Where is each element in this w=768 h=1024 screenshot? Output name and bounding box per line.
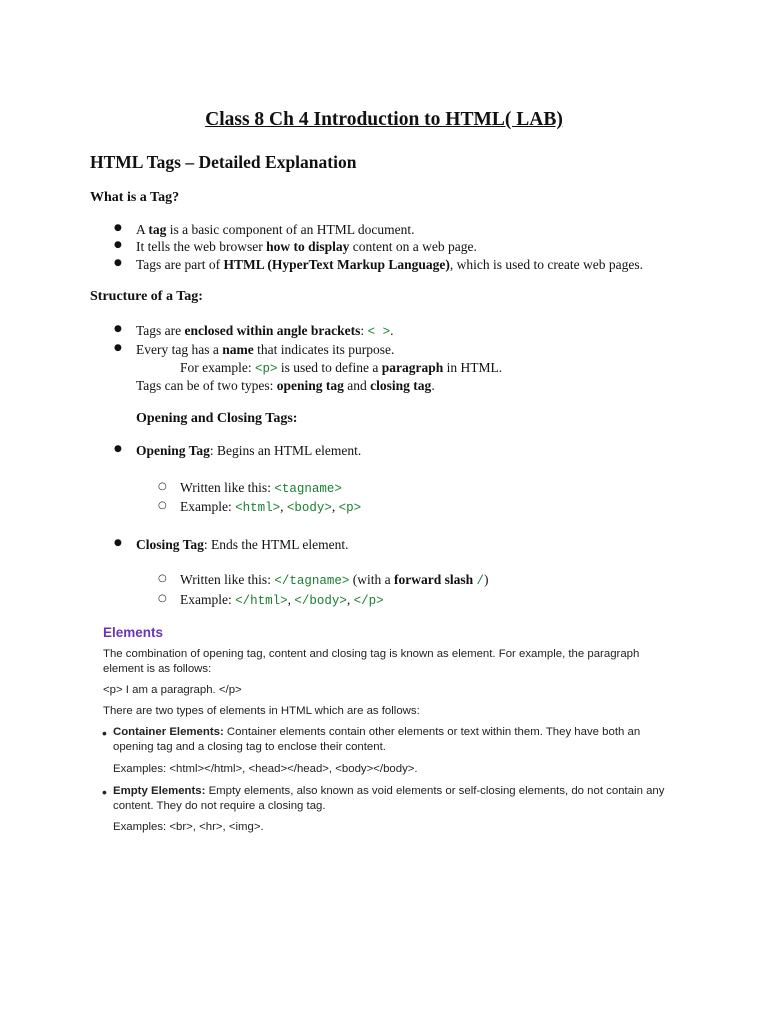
sub-list-item: ○ Example: <html>, <body>, <p> xyxy=(180,499,361,515)
types-line: Tags can be of two types: opening tag and closing tag. xyxy=(136,378,435,393)
what-is-tag-heading: What is a Tag? xyxy=(90,190,180,205)
list-item: ● Every tag has a name that indicates its purpose. xyxy=(136,342,394,358)
elements-intro-line-2: element is as follows: xyxy=(103,663,212,675)
list-item: ● Tags are enclosed within angle brackets: < >. xyxy=(136,323,393,339)
example-line: For example: <p> is used to define a paragraph in HTML. xyxy=(180,360,503,376)
elements-heading: Elements xyxy=(103,625,164,640)
list-item: ● Tags are part of HTML (HyperText Markup Language), which is used to create web pages. xyxy=(136,257,643,273)
paragraph-example: <p> I am a paragraph. </p> xyxy=(103,684,242,696)
empty-examples: Examples: <br>, <hr>, <img>. xyxy=(113,821,264,833)
structure-heading: Structure of a Tag: xyxy=(90,289,203,304)
sub-list-item: ○ Written like this: </tagname> (with a forward slash /) xyxy=(180,572,489,588)
element-types-line: There are two types of elements in HTML which are as follows: xyxy=(103,705,420,717)
list-item: • Container Elements: Container elements contain other elements or text within them. They have both an xyxy=(113,726,640,738)
list-item: ● Opening Tag: Begins an HTML element. xyxy=(136,443,361,459)
list-item: ● It tells the web browser how to display content on a web page. xyxy=(136,239,477,255)
page-title: Class 8 Ch 4 Introduction to HTML( LAB) xyxy=(205,109,563,130)
empty-text-line-2: content. They do not require a closing tag. xyxy=(113,800,326,812)
sub-list-item: ○ Written like this: <tagname> xyxy=(180,480,342,496)
container-examples: Examples: <html></html>, <head></head>, <body></body>. xyxy=(113,763,418,775)
section-heading: HTML Tags – Detailed Explanation xyxy=(90,152,357,172)
list-item: • Empty Elements: Empty elements, also known as void elements or self-closing elements, do not contain any xyxy=(113,785,664,797)
elements-intro-line-1: The combination of opening tag, content and closing tag is known as element. For example, the paragraph xyxy=(103,648,640,660)
opening-closing-heading: Opening and Closing Tags: xyxy=(136,411,298,426)
list-item: ● A tag is a basic component of an HTML document. xyxy=(136,222,414,238)
sub-list-item: ○ Example: </html>, </body>, </p> xyxy=(180,592,384,608)
list-item: ● Closing Tag: Ends the HTML element. xyxy=(136,537,349,553)
container-text-line-2: opening tag and a closing tag to enclose their content. xyxy=(113,741,386,753)
